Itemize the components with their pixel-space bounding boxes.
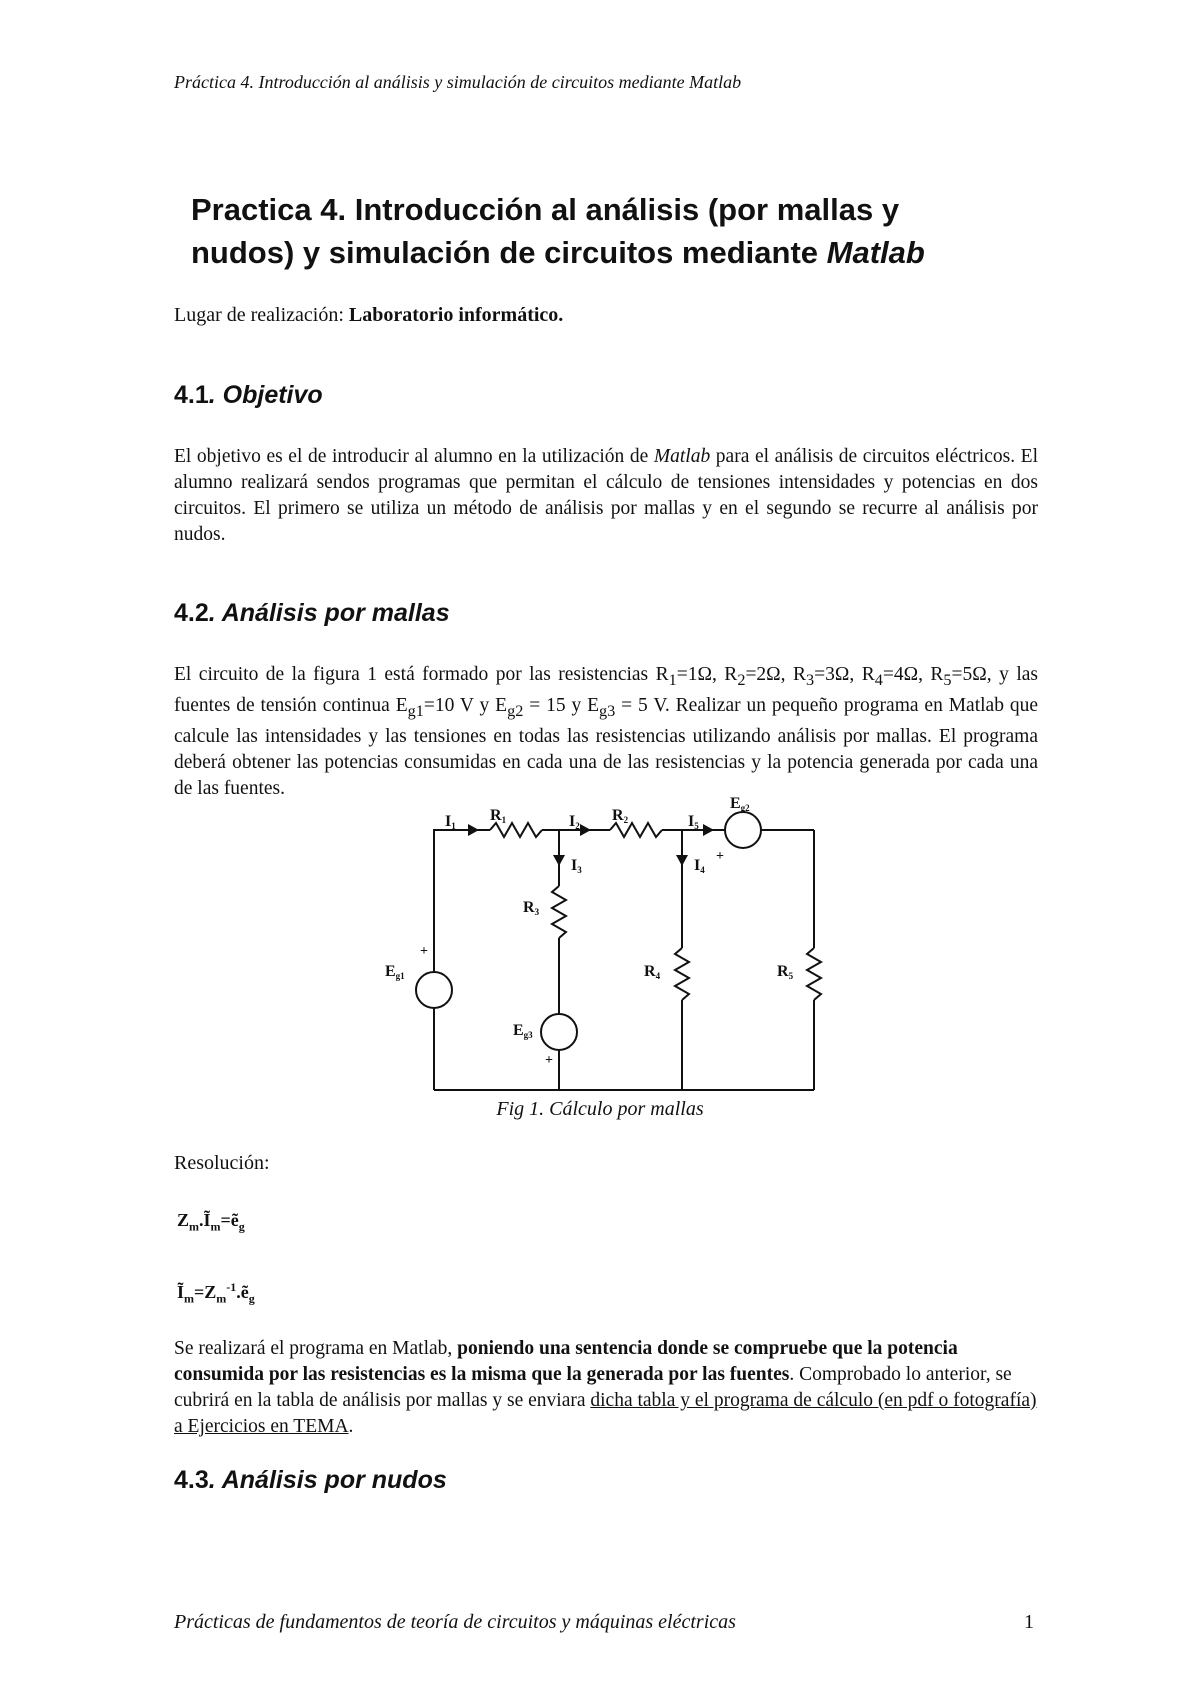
section-number: 4.3 (174, 1466, 209, 1494)
subscript: g3 (599, 701, 616, 720)
label-r4: R4 (644, 963, 661, 981)
mesh-paragraph (174, 662, 1038, 802)
label-i4: I4 (694, 857, 705, 875)
title-matlab: Matlab (826, 235, 925, 270)
eq-sup: -1 (226, 1280, 237, 1294)
para-bold: poniendo una sentencia donde se compruebe que la potencia consumida por las resistencias es la misma que la generada por las fuentes (174, 1338, 958, 1385)
section-number: 4.1 (174, 381, 209, 409)
section-title: . Objetivo (208, 381, 323, 409)
objective-paragraph (174, 444, 1038, 548)
para-italic: Matlab (653, 446, 711, 467)
section-title: . Análisis por mallas (208, 599, 450, 627)
arrow-i1 (468, 824, 479, 836)
section-title: . Análisis por nudos (208, 1466, 447, 1494)
subscript: 5 (943, 670, 952, 689)
eq-sub: m (216, 1291, 227, 1306)
para-text: =5Ω, y las fuentes de tensión continua E (174, 664, 1038, 716)
para-text: =1Ω, R (676, 664, 738, 685)
title-line-2 (191, 231, 1031, 274)
section-heading-nodes (174, 1466, 447, 1495)
arrow-i3 (553, 855, 565, 866)
eq-term: Z (177, 1210, 190, 1230)
plus-eg2: + (716, 849, 724, 864)
source-eg2 (725, 812, 761, 848)
subscript: 1 (668, 670, 677, 689)
section-heading-mesh (174, 599, 450, 628)
page-number: 1 (1024, 1611, 1034, 1633)
section-heading-objective (174, 381, 323, 410)
eq-term: Ĩ (177, 1282, 185, 1302)
para-text: para el análisis de circuitos eléctricos. El alumno realizará sendos programas que permitan el cálculo de tensiones intensidades y potencias en dos circuitos. El primero se utiliza un método de análisis por mallas y en el segundo se recurre al análisis por nudos. (174, 446, 1039, 545)
label-r5: R5 (777, 963, 794, 981)
figure-caption: Fig 1. Cálculo por mallas (496, 1098, 704, 1120)
running-header: Práctica 4. Introducción al análisis y simulación de circuitos mediante Matlab (174, 72, 742, 92)
section-number: 4.2 (174, 599, 209, 627)
eq-term: =ẽ (220, 1210, 239, 1230)
arrow-i2 (580, 824, 591, 836)
para-text: =2Ω, R (745, 664, 807, 685)
label-i1: I1 (445, 813, 456, 831)
circuit-wires (434, 823, 821, 1090)
equation-2 (177, 1280, 255, 1307)
title-line-2-text: nudos) y simulación de circuitos mediante (191, 235, 827, 270)
label-r2: R2 (612, 807, 629, 825)
arrow-i4 (676, 855, 688, 866)
label-i2: I2 (569, 813, 580, 831)
source-eg1 (416, 972, 452, 1008)
eq-term: .ẽ (236, 1282, 249, 1302)
plus-eg3: + (545, 1053, 553, 1068)
para-text: . Comprobado lo anterior, se cubrirá en la tabla de análisis por mallas y se enviara (174, 1364, 1012, 1411)
subscript: g2 (507, 701, 524, 720)
arrow-i5 (703, 824, 714, 836)
label-eg1: Eg1 (385, 963, 405, 981)
eq-sub: m (184, 1291, 195, 1306)
venue-label: Lugar de realización: (174, 304, 349, 326)
subscript: g1 (407, 701, 424, 720)
para-text: . (348, 1416, 354, 1437)
label-i5: I5 (688, 813, 699, 831)
label-i3: I3 (571, 857, 582, 875)
plus-eg1: + (420, 944, 428, 959)
para-text: El circuito de la figura 1 está formado por las resistencias R (174, 664, 669, 685)
para-text: = 5 V. Realizar un pequeño programa en Matlab que calcule las intensidades y las tensiones en todas las resistencias utilizando análisis por mallas. El programa deberá obtener las potencias consumidas en cada una de las resistencias y la potencia generada por cada una de las fuentes. (174, 694, 1038, 799)
para-text: El objetivo es el de introducir al alumno en la utilización de (174, 446, 654, 467)
para-text: =4Ω, R (882, 664, 944, 685)
venue-value: Laboratorio informático. (348, 304, 564, 326)
circuit-diagram (0, 790, 1200, 1095)
resolution-label: Resolución: (174, 1152, 270, 1174)
para-text: Se realizará el programa en Matlab, (174, 1338, 458, 1359)
eq-term: .Ĩ (199, 1210, 211, 1230)
label-eg3: Eg3 (513, 1022, 533, 1040)
label-eg2: Eg2 (730, 795, 750, 813)
page-title (191, 188, 1031, 274)
eq-sub: g (238, 1219, 245, 1234)
label-r3: R3 (523, 899, 540, 917)
para-underlined: dicha tabla y el programa de cálculo (en pdf o fotografía) a Ejercicios en TEMA (174, 1390, 1037, 1437)
para-text: =3Ω, R (814, 664, 875, 685)
eq-term: =Z (194, 1282, 217, 1302)
equation-1 (177, 1210, 245, 1235)
source-eg3 (541, 1014, 577, 1050)
para-text: = 15 y E (523, 694, 600, 716)
eq-sub: m (189, 1219, 200, 1234)
venue-line (174, 304, 563, 327)
eq-sub: g (248, 1291, 255, 1306)
title-line-1: Practica 4. Introducción al análisis (por mallas y (191, 192, 900, 227)
subscript: 2 (737, 670, 746, 689)
label-r1: R1 (490, 807, 507, 825)
para-text: =10 V y E (423, 694, 508, 716)
subscript: 3 (806, 670, 815, 689)
eq-sub: m (210, 1219, 221, 1234)
submission-paragraph (174, 1336, 1038, 1440)
subscript: 4 (874, 670, 883, 689)
page-footer: Prácticas de fundamentos de teoría de circuitos y máquinas eléctricas (174, 1611, 736, 1633)
